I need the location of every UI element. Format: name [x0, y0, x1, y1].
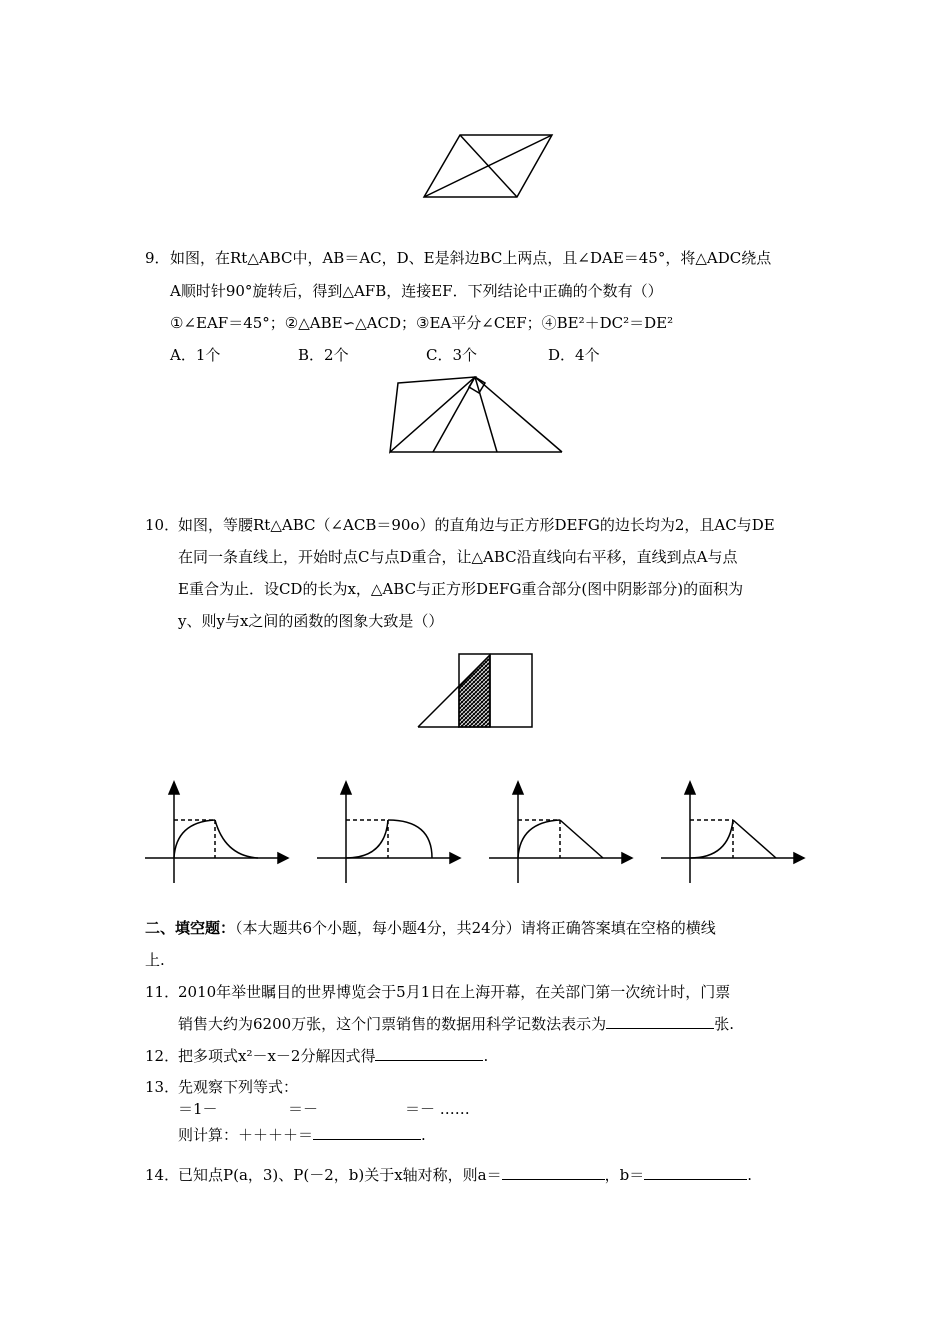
q13-end: .: [421, 1126, 426, 1144]
q9-line3: ①∠EAF＝45°；②△ABE∽△ACD；③EA平分∠CEF；④BE²＋DC²＝DE²: [170, 314, 674, 332]
q11-line2-end: 张.: [714, 1015, 734, 1033]
q11-line2: 销售大约为6200万张，这个门票销售的数据用科学记数法表示为: [178, 1015, 607, 1033]
q13-number: 13．: [145, 1078, 180, 1096]
q12-number: 12．: [145, 1047, 180, 1065]
q14-end: .: [747, 1166, 753, 1184]
q10-line4: y、则y与x之间的函数的图象大致是（）: [178, 612, 444, 630]
q9-number: 9．: [145, 249, 170, 267]
q12-answer-blank[interactable]: [375, 1046, 483, 1061]
q11-line1: 2010年举世瞩目的世界博览会于5月1日在上海开幕，在关部门第一次统计时，门票: [178, 983, 731, 1001]
section2-description-cont: 上.: [145, 951, 165, 969]
q13-eq2: ＝－: [288, 1100, 319, 1118]
graph-option-c: [489, 782, 632, 883]
graph-option-a: [145, 782, 288, 883]
graph-option-b: [317, 782, 460, 883]
q10-line2: 在同一条直线上，开始时点C与点D重合，让△ABC沿直线向右平移，直线到点A与点: [178, 548, 738, 566]
q14-text: 已知点P(a，3)、P(－2，b)关于x轴对称，则a＝: [178, 1166, 502, 1184]
graph-option-d: [661, 782, 804, 883]
q9-line1: 如图，在Rt△ABC中，AB＝AC，D、E是斜边BC上两点，且∠DAE＝45°，将△ADC绕点: [170, 249, 772, 267]
q9-line2: A顺时针90°旋转后，得到△AFB，连接EF．下列结论中正确的个数有（）: [170, 282, 663, 300]
q14-mid: ，b＝: [604, 1166, 645, 1184]
q11-number: 11．: [145, 983, 180, 1001]
q10-line3: E重合为止．设CD的长为x，△ABC与正方形DEFG重合部分(图中阴影部分)的面积为: [178, 580, 744, 598]
q12-end: .: [483, 1047, 489, 1065]
q9-option-a: A．1个: [170, 346, 221, 364]
q13-calc: 则计算：＋＋＋＋＝: [178, 1126, 314, 1144]
q9-option-d: D．4个: [548, 346, 600, 364]
section2-heading: 二、填空题：: [145, 919, 236, 937]
q13-line1: 先观察下列等式：: [178, 1078, 299, 1096]
q9-option-c: C．3个: [426, 346, 478, 364]
section2-description: （本大题共6个小题，每小题4分，共24分）请将正确答案填在空格的横线: [235, 919, 716, 937]
q11-answer-blank[interactable]: [606, 1014, 714, 1029]
q14-number: 14．: [145, 1166, 180, 1184]
q9-option-b: B．2个: [298, 346, 349, 364]
q13-eq3: ＝－ ……: [405, 1100, 470, 1118]
q13-eq1: ＝1－: [178, 1100, 218, 1118]
q10-line1: 如图，等腰Rt△ABC（∠ACB＝90o）的直角边与正方形DEFG的边长均为2，且AC与DE: [178, 516, 775, 534]
q12-text: 把多项式x²－x－2分解因式得: [178, 1047, 376, 1065]
q10-number: 10．: [145, 516, 180, 534]
q13-answer-blank[interactable]: [313, 1125, 421, 1140]
q14-answer-blank-b[interactable]: [644, 1165, 747, 1180]
q14-answer-blank-a[interactable]: [502, 1165, 605, 1180]
